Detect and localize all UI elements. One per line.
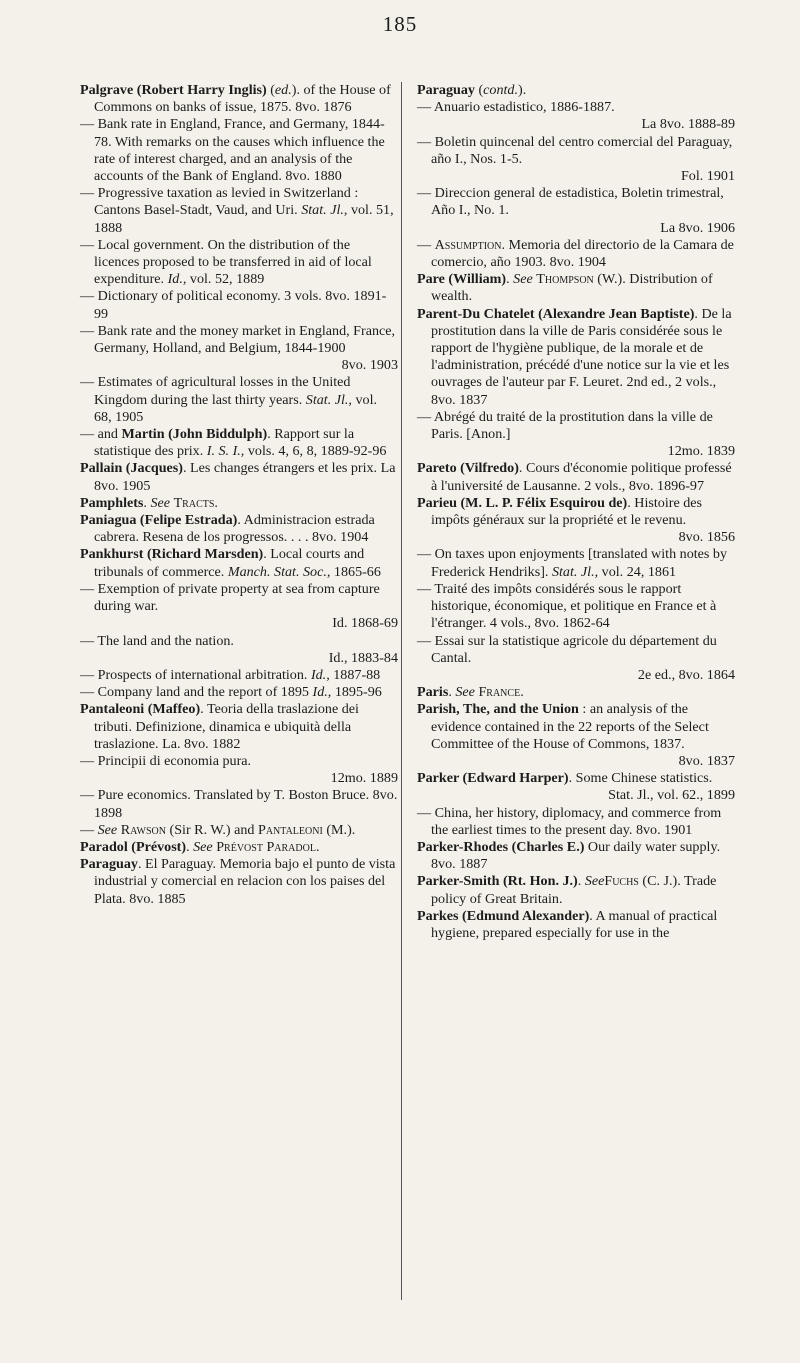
entry-text: . Administracion estrada cabrera. Resena de los progressos. . . . 8vo. 1904 <box>94 512 375 546</box>
bibliography-entry <box>80 633 398 667</box>
entry-text: vol. 68, 1905 <box>94 391 378 425</box>
bibliography-entry <box>80 667 398 684</box>
italic-text: contd. <box>483 82 518 98</box>
cross-reference: France <box>478 684 521 701</box>
entry-heading: Parker-Smith (Rt. Hon. J.) <box>417 873 578 890</box>
date-note: 2e ed., 8vo. 1864 <box>637 666 735 683</box>
entry-text: ( <box>474 82 484 98</box>
entry-heading: Parent-Du Chatelet (Alexandre Jean Baptiste) <box>417 305 695 322</box>
entry-text: . <box>448 684 456 701</box>
entry-text: — The land and the nation. <box>80 632 234 649</box>
entry-text: ( <box>266 82 275 98</box>
entry-text: vol. 52, 1889 <box>186 271 265 288</box>
cross-reference: Tracts <box>173 494 215 511</box>
entry-text: . Memoria del directorio de la Camara de comercio, año 1903. 8vo. 1904 <box>431 236 734 271</box>
entry-text: ). of the House of Commons on banks of issue, 1875. 8vo. 1876 <box>94 82 391 116</box>
entry-text: — Company land and the report of 1895 <box>80 684 313 701</box>
entry-heading: Pallain (Jacques) <box>80 460 183 477</box>
entry-heading: Palgrave (Robert Harry Inglis) <box>80 82 267 98</box>
entry-text: — Progressive taxation as levied in Switzerland : Cantons Basel-Stadt, Vaud, and Uri. <box>80 185 359 219</box>
entry-text: — Local government. On the distribution of the licences proposed to be transferred in aid of local expenditure. <box>80 236 372 288</box>
entry-text: — Boletin quincenal del centro comercial del Paraguay, año I., Nos. 1-5. <box>417 133 733 167</box>
bibliography-entry <box>80 323 398 375</box>
entry-text: . <box>143 494 151 511</box>
entry-heading: Parkes (Edmund Alexander) <box>417 907 590 924</box>
italic-text: Stat. Jl., <box>301 202 348 219</box>
entry-text: — Abrégé du traité de la prostitution dans la ville de Paris. [Anon.] <box>417 408 713 443</box>
entry-text: 1895-96 <box>331 684 382 701</box>
cross-reference: Thompson <box>536 271 594 288</box>
date-note: 12mo. 1839 <box>667 443 735 460</box>
bibliography-entry <box>417 873 735 907</box>
italic-text: See <box>193 838 213 855</box>
entry-text: — Principii di economia pura. <box>80 752 252 769</box>
right-column <box>417 82 735 942</box>
date-note: 12mo. 1889 <box>330 770 398 787</box>
bibliography-entry <box>80 856 398 908</box>
bibliography-entry <box>80 426 398 460</box>
entry-text: . Cours d'économie politique professé à l'université de Lausanne. 2 vols., 8vo. 1896-97 <box>431 460 732 494</box>
column-divider <box>401 82 402 1300</box>
italic-text: Manch. Stat. Soc., <box>227 563 331 580</box>
entry-heading: Paraguay <box>80 856 138 873</box>
entry-text: vol. 51, 1888 <box>94 202 394 236</box>
entry-text: : an analysis of the evidence contained in the 22 reports of the Select Committee of the House of Commons, 1837. <box>431 701 709 752</box>
entry-text: (Sir R. W.) and <box>165 821 258 838</box>
italic-text: Id., <box>310 666 330 683</box>
entry-text: — Traité des impôts considérés sous le rapport historique, économique, et politique en France et à l'étranger. 4 vols., 8vo. 1862-64 <box>417 580 717 632</box>
entry-text: — Essai sur la statistique agricole du département du Cantal. <box>417 632 717 666</box>
date-note: 8vo. 1856 <box>678 529 735 546</box>
bibliography-entry <box>417 908 735 942</box>
entry-text: — Dictionary of political economy. 3 vols. 8vo. 1891-99 <box>80 288 387 322</box>
bibliography-entry <box>80 701 398 753</box>
italic-text: See <box>455 684 475 701</box>
entry-text: . <box>520 684 524 701</box>
entry-text: — China, her history, diplomacy, and commerce from the earliest times to the present day. 8vo. 1901 <box>417 804 722 838</box>
cross-reference: Assumption <box>434 236 502 253</box>
entry-text: vols. 4, 6, 8, 1889-92-96 <box>244 443 387 460</box>
bibliography-entry <box>80 374 398 426</box>
bibliography-entry <box>80 546 398 580</box>
bibliography-entry <box>417 805 735 839</box>
bibliography-entry <box>80 237 398 289</box>
entry-text: — On taxes upon enjoyments [translated with notes by Frederick Hendriks]. <box>417 546 728 580</box>
entry-text: — Pure economics. Translated by T. Boston Bruce. 8vo. 1898 <box>80 787 398 821</box>
italic-text: I. S. I., <box>206 443 245 460</box>
entry-text: vol. 24, 1861 <box>598 563 677 580</box>
page-number: 185 <box>382 12 418 36</box>
entry-text: . <box>186 838 194 855</box>
date-note: Id. 1868-69 <box>332 615 398 632</box>
bibliography-entry <box>80 460 398 494</box>
bibliography-entry <box>80 288 398 322</box>
entry-text: . <box>315 838 320 855</box>
italic-text: Stat. Jl., <box>305 391 352 408</box>
entry-text: — Prospects of international arbitration. <box>80 666 311 683</box>
bibliography-entry <box>417 633 735 685</box>
entry-heading: Pamphlets <box>80 494 144 511</box>
bibliography-entry <box>417 839 735 873</box>
entry-text: . A manual of practical hygiene, prepared especially for use in the <box>431 907 718 941</box>
bibliography-entry <box>417 185 735 237</box>
entry-text: . El Paraguay. Memoria bajo el punto de vista industrial y comercial en relacion con los paises del Plata. 8vo. 1885 <box>94 856 396 907</box>
italic-text: See <box>150 494 171 511</box>
entry-heading: Pareto (Vilfredo) <box>417 460 519 477</box>
entry-text: (M.). <box>322 821 356 838</box>
bibliography-entry <box>80 495 398 512</box>
entry-text: . De la prostitution dans la ville de Paris considérée sous le rapport de l'hygiène publique, de la morale et de l'administration, précédé d'une notice sur la vie et les ouvrages de l'auteur par F. Leuret. 2nd ed., 2 vols., 8vo. 1837 <box>431 305 732 408</box>
entry-text: — Estimates of agricultural losses in the United Kingdom during the last thirty years. <box>80 374 351 408</box>
italic-text: See <box>97 821 118 838</box>
bibliography-entry <box>417 581 735 633</box>
date-note: 8vo. 1903 <box>341 357 398 374</box>
bibliography-entry <box>80 839 398 856</box>
entry-heading: Paraguay <box>417 82 475 98</box>
entry-heading: Parker-Rhodes (Charles E.) <box>417 838 585 855</box>
entry-heading: Pantaleoni (Maffeo) <box>80 701 201 718</box>
bibliography-entry <box>80 82 398 116</box>
entry-heading: Parieu (M. L. P. Félix Esquirou de) <box>417 494 628 511</box>
entry-heading: Paris <box>417 684 449 701</box>
bibliography-entry <box>417 684 735 701</box>
date-note: Id., 1883-84 <box>328 649 398 666</box>
entry-text: 1887-88 <box>329 666 381 683</box>
cross-reference: Rawson <box>120 821 166 838</box>
bibliography-entry <box>417 546 735 580</box>
entry-heading: Parish, The, and the Union <box>417 701 579 718</box>
cross-reference: Fuchs <box>604 873 639 890</box>
entry-text: . <box>506 271 514 288</box>
italic-text: See <box>584 873 605 890</box>
bibliography-entry <box>417 409 735 461</box>
bibliography-entry <box>417 495 735 547</box>
bibliography-entry <box>80 753 398 787</box>
entry-text: — <box>417 236 435 253</box>
bibliography-entry <box>417 82 735 99</box>
bibliography-entry <box>417 770 735 804</box>
bibliography-entry <box>80 512 398 546</box>
entry-heading: Pare (William) <box>417 271 507 288</box>
bibliography-entry <box>417 134 735 186</box>
entry-heading: Parker (Edward Harper) <box>417 770 569 787</box>
bibliography-entry <box>80 581 398 633</box>
italic-text: ed. <box>274 82 292 98</box>
entry-text: — Bank rate and the money market in England, France, Germany, Holland, and Belgium, 1844-1900 <box>80 322 396 357</box>
entry-text: ). <box>518 82 527 98</box>
bibliography-entry <box>80 684 398 701</box>
italic-text: See <box>513 271 533 288</box>
entry-text: 1865-66 <box>330 563 381 580</box>
date-note: La 8vo. 1888-89 <box>641 116 735 133</box>
entry-text: — Bank rate in England, France, and Germany, 1844-78. With remarks on the causes which influence the rate of interest charged, and an analysis of the accounts of the Bank of England. 8vo. 1880 <box>80 116 385 185</box>
date-note: 8vo. 1837 <box>678 752 735 769</box>
date-note: Stat. Jl., vol. 62., 1899 <box>608 787 735 804</box>
entry-text: — Anuario estadistico, 1886-1887. <box>417 99 615 116</box>
italic-text: Id., <box>312 684 332 701</box>
italic-text: Stat. Jl., <box>551 563 599 580</box>
date-note: La 8vo. 1906 <box>660 219 735 236</box>
italic-text: Id., <box>167 271 187 288</box>
entry-text: . Local courts and tribunals of commerce. <box>94 546 365 580</box>
entry-heading: Paniagua (Felipe Estrada) <box>80 512 238 529</box>
entry-heading: Paradol (Prévost) <box>80 838 187 855</box>
entry-text: . Teoria della traslazione dei tributi. Definizione, dinamica e ubiquità della traslazione. La. 8vo. 1882 <box>94 701 359 752</box>
entry-text: . Histoire des impôts généraux sur la propriété et le revenu. <box>431 494 703 529</box>
entry-heading: Pankhurst (Richard Marsden) <box>80 546 264 563</box>
entry-text: — Direccion general de estadistica, Boletin trimestral, Año I., No. 1. <box>417 185 724 219</box>
cross-reference: Prévost Paradol <box>216 838 316 855</box>
left-column <box>80 82 398 908</box>
entry-text: (C. J.). Trade policy of Great Britain. <box>431 873 717 907</box>
bibliography-entry <box>417 99 735 133</box>
entry-text: — Exemption of private property at sea from capture during war. <box>80 580 380 615</box>
bibliography-entry <box>417 460 735 494</box>
entry-text: Our daily water supply. 8vo. 1887 <box>431 838 721 873</box>
date-note: Fol. 1901 <box>680 168 735 185</box>
entry-text: . Les changes étrangers et les prix. La 8vo. 1905 <box>94 460 396 494</box>
entry-text: — and <box>80 426 122 443</box>
bibliography-entry <box>80 787 398 821</box>
entry-text: . <box>577 873 585 890</box>
bibliography-entry <box>80 185 398 237</box>
bibliography-entry <box>80 116 398 185</box>
entry-text: — <box>80 821 98 838</box>
entry-text: . Rapport sur la statistique des prix. <box>94 426 355 460</box>
bibliography-entry <box>417 701 735 770</box>
bibliography-entry <box>417 237 735 271</box>
bibliography-entry <box>417 271 735 305</box>
bibliography-entry <box>417 306 735 409</box>
entry-text: . <box>214 494 218 511</box>
entry-text: . Some Chinese statistics. <box>568 770 713 787</box>
entry-text: (W.). Distribution of wealth. <box>431 271 713 305</box>
bibliography-entry <box>80 822 398 839</box>
cross-reference: Pantaleoni <box>258 821 323 838</box>
entry-heading: Martin (John Biddulph) <box>121 426 268 443</box>
